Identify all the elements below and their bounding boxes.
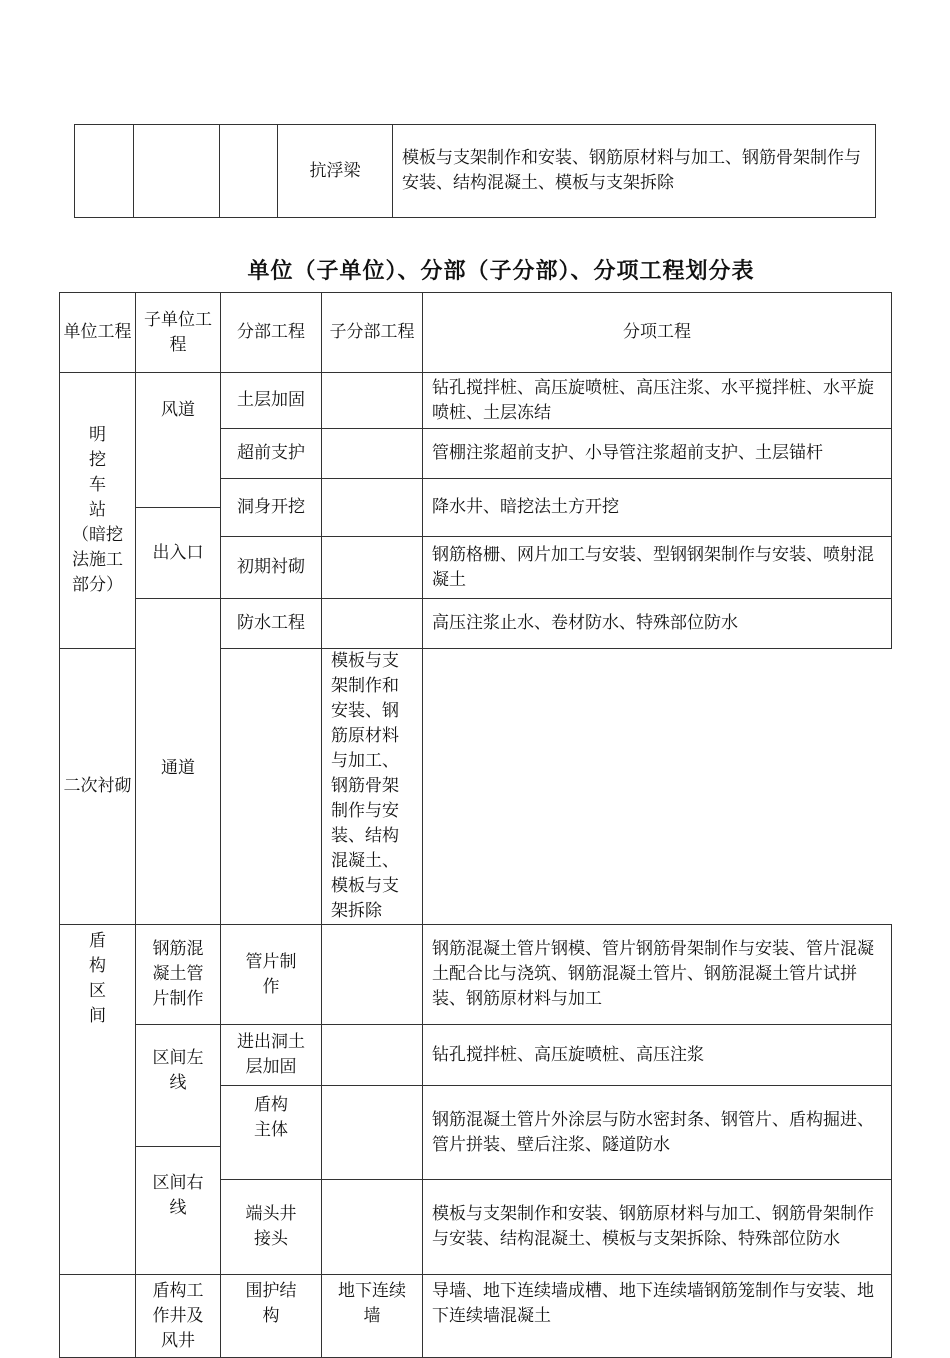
continued-table	[74, 124, 876, 218]
header-row	[60, 293, 892, 373]
items-cell: 钢筋格栅、网片加工与安装、型钢钢架制作与安装、喷射混凝土	[423, 537, 892, 599]
subpart-cell	[221, 649, 322, 925]
subunit-cell: 风道	[136, 373, 221, 508]
unit-cell-station: 明 挖 车 站 （暗挖 法施工 部分）	[60, 373, 136, 649]
header-subpart: 子分部工程	[322, 293, 423, 373]
header-subunit: 子单位工程	[136, 293, 221, 373]
subpart-cell	[322, 1180, 423, 1275]
subpart-cell	[322, 373, 423, 429]
part-cell: 超前支护	[221, 429, 322, 479]
part-cell: 围护结构	[221, 1275, 322, 1358]
items-cell: 降水井、暗挖法土方开挖	[423, 479, 892, 537]
empty-cell	[220, 125, 278, 218]
items-cell: 高压注浆止水、卷材防水、特殊部位防水	[423, 599, 892, 649]
subunit-cell: 出入口	[136, 508, 221, 599]
table-row	[60, 599, 892, 649]
page-title: 单位（子单位）、分部（子分部）、分项工程划分表	[247, 259, 755, 284]
subunit-cell: 通道	[136, 599, 221, 925]
part-cell: 防水工程	[221, 599, 322, 649]
sub-part-cell: 抗浮梁	[278, 125, 393, 218]
part-cell: 二次衬砌	[60, 649, 136, 925]
items-cell: 管棚注浆超前支护、小导管注浆超前支护、土层锚杆	[423, 429, 892, 479]
subpart-cell	[322, 537, 423, 599]
items-cell: 模板与支架制作和安装、钢筋原材料与加工、钢筋骨架制作与安装、结构混凝土、模板与支架拆除	[322, 649, 423, 925]
table-row	[60, 373, 892, 429]
empty-cell	[75, 125, 134, 218]
unit-cell-empty	[60, 1275, 136, 1358]
subpart-cell	[322, 1025, 423, 1086]
items-cell: 模板与支架制作和安装、钢筋原材料与加工、钢筋骨架制作与安装、结构混凝土、模板与支架拆除	[393, 125, 876, 218]
subpart-cell	[322, 1086, 423, 1180]
division-table	[59, 292, 892, 1358]
header-items: 分项工程	[423, 293, 892, 373]
part-cell: 进出洞土层加固	[221, 1025, 322, 1086]
items-cell: 钻孔搅拌桩、高压旋喷桩、高压注浆	[423, 1025, 892, 1086]
part-cell: 洞身开挖	[221, 479, 322, 537]
table-row	[60, 925, 892, 1025]
part-cell: 管片制作	[221, 925, 322, 1025]
subpart-cell	[322, 429, 423, 479]
header-unit: 单位工程	[60, 293, 136, 373]
part-cell: 初期衬砌	[221, 537, 322, 599]
subpart-cell	[322, 599, 423, 649]
items-cell: 钢筋混凝土管片钢模、管片钢筋骨架制作与安装、管片混凝土配合比与浇筑、钢筋混凝土管片、钢筋混凝土管片试拼装、钢筋原材料与加工	[423, 925, 892, 1025]
items-cell: 钢筋混凝土管片外涂层与防水密封条、钢管片、盾构掘进、管片拼装、壁后注浆、隧道防水	[423, 1086, 892, 1180]
subunit-cell: 区间右线	[136, 1147, 221, 1275]
header-part: 分部工程	[221, 293, 322, 373]
empty-cell	[134, 125, 220, 218]
table-row	[60, 1275, 892, 1358]
table-row	[75, 125, 876, 218]
items-cell: 导墙、地下连续墙成槽、地下连续墙钢筋笼制作与安装、地下连续墙混凝土	[423, 1275, 892, 1358]
items-cell: 钻孔搅拌桩、高压旋喷桩、高压注浆、水平搅拌桩、水平旋喷桩、土层冻结	[423, 373, 892, 429]
subunit-cell: 盾构工作井及风井	[136, 1275, 221, 1358]
subunit-cell: 钢筋混凝土管片制作	[136, 925, 221, 1025]
subpart-cell	[322, 479, 423, 537]
subpart-cell	[322, 925, 423, 1025]
table-row	[60, 1025, 892, 1086]
unit-cell-shield: 盾 构 区 间	[60, 925, 136, 1275]
part-cell: 土层加固	[221, 373, 322, 429]
part-cell: 端头井接头	[221, 1180, 322, 1275]
subpart-cell: 地下连续墙	[322, 1275, 423, 1358]
subunit-cell: 区间左线	[136, 1025, 221, 1147]
items-cell: 模板与支架制作和安装、钢筋原材料与加工、钢筋骨架制作与安装、结构混凝土、模板与支架拆除、特殊部位防水	[423, 1180, 892, 1275]
part-cell: 盾构主体	[221, 1086, 322, 1180]
